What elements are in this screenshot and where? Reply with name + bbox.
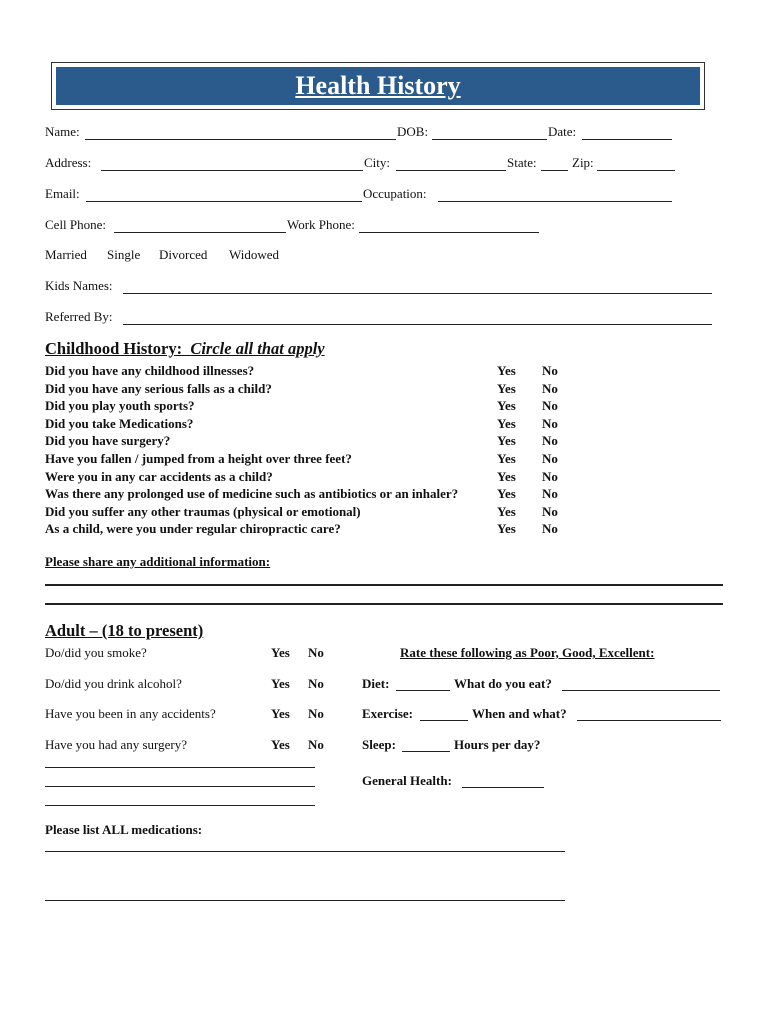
email-label: Email: <box>45 186 80 201</box>
yes-option[interactable]: Yes <box>271 737 290 752</box>
question-text: Did you have any childhood illnesses? <box>45 363 255 378</box>
exercise-label: Exercise: <box>362 706 414 721</box>
referred-by-label: Referred By: <box>45 309 113 324</box>
no-option[interactable]: No <box>542 433 558 449</box>
childhood-question-row <box>45 362 558 380</box>
adult-question-smoke: Do/did you smoke? <box>45 645 147 660</box>
yes-option[interactable]: Yes <box>497 363 516 378</box>
surgery-detail-field-2[interactable] <box>45 786 315 787</box>
additional-info-field-2[interactable] <box>45 603 723 605</box>
address-field[interactable] <box>101 170 363 171</box>
question-text: Did you suffer any other traumas (physical or emotional) <box>45 503 361 519</box>
title-banner <box>56 67 700 105</box>
dob-label: DOB: <box>397 124 429 139</box>
name-label: Name: <box>45 124 80 139</box>
medications-label: Please list ALL medications: <box>45 822 203 837</box>
childhood-question-row <box>45 503 558 521</box>
childhood-question-row <box>45 485 558 503</box>
name-field[interactable] <box>85 139 396 140</box>
additional-info-label: Please share any additional information: <box>45 554 271 569</box>
yes-option[interactable]: Yes <box>497 433 516 449</box>
childhood-instruction: Circle all that apply <box>190 339 325 358</box>
question-text: Did you take Medications? <box>45 415 194 431</box>
adult-heading: Adult – (18 to present) <box>45 621 204 640</box>
childhood-question-list <box>45 362 558 538</box>
cell-phone-label: Cell Phone: <box>45 217 107 232</box>
diet-rating-field[interactable] <box>396 690 450 691</box>
work-phone-label: Work Phone: <box>287 217 355 232</box>
marital-married[interactable]: Married <box>45 247 87 262</box>
general-health-label: General Health: <box>362 773 452 788</box>
adult-question-accidents: Have you been in any accidents? <box>45 706 216 721</box>
question-text: Did you have surgery? <box>45 433 171 449</box>
exercise-answer-field[interactable] <box>577 720 721 721</box>
sleep-rating-field[interactable] <box>402 751 450 752</box>
childhood-question-row <box>45 432 558 450</box>
work-phone-field[interactable] <box>359 232 539 233</box>
additional-info-field-1[interactable] <box>45 584 723 586</box>
kids-names-field[interactable] <box>123 293 712 294</box>
referred-by-field[interactable] <box>123 324 712 325</box>
occupation-label: Occupation: <box>363 186 427 201</box>
yes-option[interactable]: Yes <box>497 503 516 519</box>
adult-question-surgery: Have you had any surgery? <box>45 737 187 752</box>
address-label: Address: <box>45 155 92 170</box>
marital-widowed[interactable]: Widowed <box>229 247 280 262</box>
yes-option[interactable]: Yes <box>497 468 516 484</box>
childhood-history-heading <box>45 339 325 359</box>
date-label: Date: <box>548 124 577 139</box>
childhood-question-row <box>45 397 558 415</box>
question-text: Did you play youth sports? <box>45 398 195 414</box>
yes-option[interactable]: Yes <box>271 645 290 660</box>
occupation-field[interactable] <box>438 201 672 202</box>
yes-option[interactable]: Yes <box>271 706 290 721</box>
no-option[interactable]: No <box>542 415 558 431</box>
yes-option[interactable]: Yes <box>497 450 516 466</box>
no-option[interactable]: No <box>542 486 558 502</box>
sleep-question: Hours per day? <box>454 737 541 752</box>
surgery-detail-field-1[interactable] <box>45 767 315 768</box>
no-option[interactable]: No <box>542 468 558 484</box>
yes-option[interactable]: Yes <box>271 676 290 691</box>
no-option[interactable]: No <box>308 737 324 752</box>
surgery-detail-field-3[interactable] <box>45 805 315 806</box>
yes-option[interactable]: Yes <box>497 521 516 537</box>
no-option[interactable]: No <box>308 676 324 691</box>
childhood-question-row <box>45 415 558 433</box>
yes-option[interactable]: Yes <box>497 415 516 431</box>
city-field[interactable] <box>396 170 506 171</box>
medications-field-2[interactable] <box>45 900 565 901</box>
question-text: Did you have any serious falls as a child? <box>45 380 272 396</box>
yes-option[interactable]: Yes <box>497 398 516 414</box>
no-option[interactable]: No <box>308 706 324 721</box>
medications-field-1[interactable] <box>45 851 565 852</box>
no-option[interactable]: No <box>542 521 558 537</box>
no-option[interactable]: No <box>542 380 558 396</box>
zip-field[interactable] <box>597 170 675 171</box>
state-label: State: <box>507 155 537 170</box>
question-text: Have you fallen / jumped from a height over three feet? <box>45 450 352 466</box>
childhood-question-row <box>45 450 558 468</box>
no-option[interactable]: No <box>542 503 558 519</box>
dob-field[interactable] <box>432 139 547 140</box>
cell-phone-field[interactable] <box>114 232 286 233</box>
no-option[interactable]: No <box>542 398 558 414</box>
exercise-question: When and what? <box>472 706 567 721</box>
no-option[interactable]: No <box>308 645 324 660</box>
no-option[interactable]: No <box>542 363 558 378</box>
childhood-question-row <box>45 380 558 398</box>
state-field[interactable] <box>541 170 568 171</box>
question-text: Was there any prolonged use of medicine such as antibiotics or an inhaler? <box>45 486 459 502</box>
diet-question: What do you eat? <box>454 676 552 691</box>
no-option[interactable]: No <box>542 450 558 466</box>
email-field[interactable] <box>86 201 362 202</box>
adult-question-alcohol: Do/did you drink alcohol? <box>45 676 182 691</box>
date-field[interactable] <box>582 139 672 140</box>
rate-heading: Rate these following as Poor, Good, Excellent: <box>400 645 655 660</box>
city-label: City: <box>364 155 391 170</box>
marital-divorced[interactable]: Divorced <box>159 247 208 262</box>
yes-option[interactable]: Yes <box>497 380 516 396</box>
childhood-question-row <box>45 520 558 538</box>
exercise-rating-field[interactable] <box>420 720 468 721</box>
page-title: Health History <box>295 71 461 100</box>
question-text: As a child, were you under regular chiropractic care? <box>45 521 341 537</box>
general-health-field[interactable] <box>462 787 544 788</box>
diet-label: Diet: <box>362 676 390 691</box>
marital-single[interactable]: Single <box>107 247 141 262</box>
diet-answer-field[interactable] <box>562 690 720 691</box>
childhood-question-row <box>45 468 558 486</box>
sleep-label: Sleep: <box>362 737 396 752</box>
question-text: Were you in any car accidents as a child? <box>45 468 273 484</box>
childhood-heading-text: Childhood History: <box>45 339 183 358</box>
title-frame <box>51 62 705 110</box>
yes-option[interactable]: Yes <box>497 486 516 502</box>
zip-label: Zip: <box>572 155 594 170</box>
kids-names-label: Kids Names: <box>45 278 113 293</box>
